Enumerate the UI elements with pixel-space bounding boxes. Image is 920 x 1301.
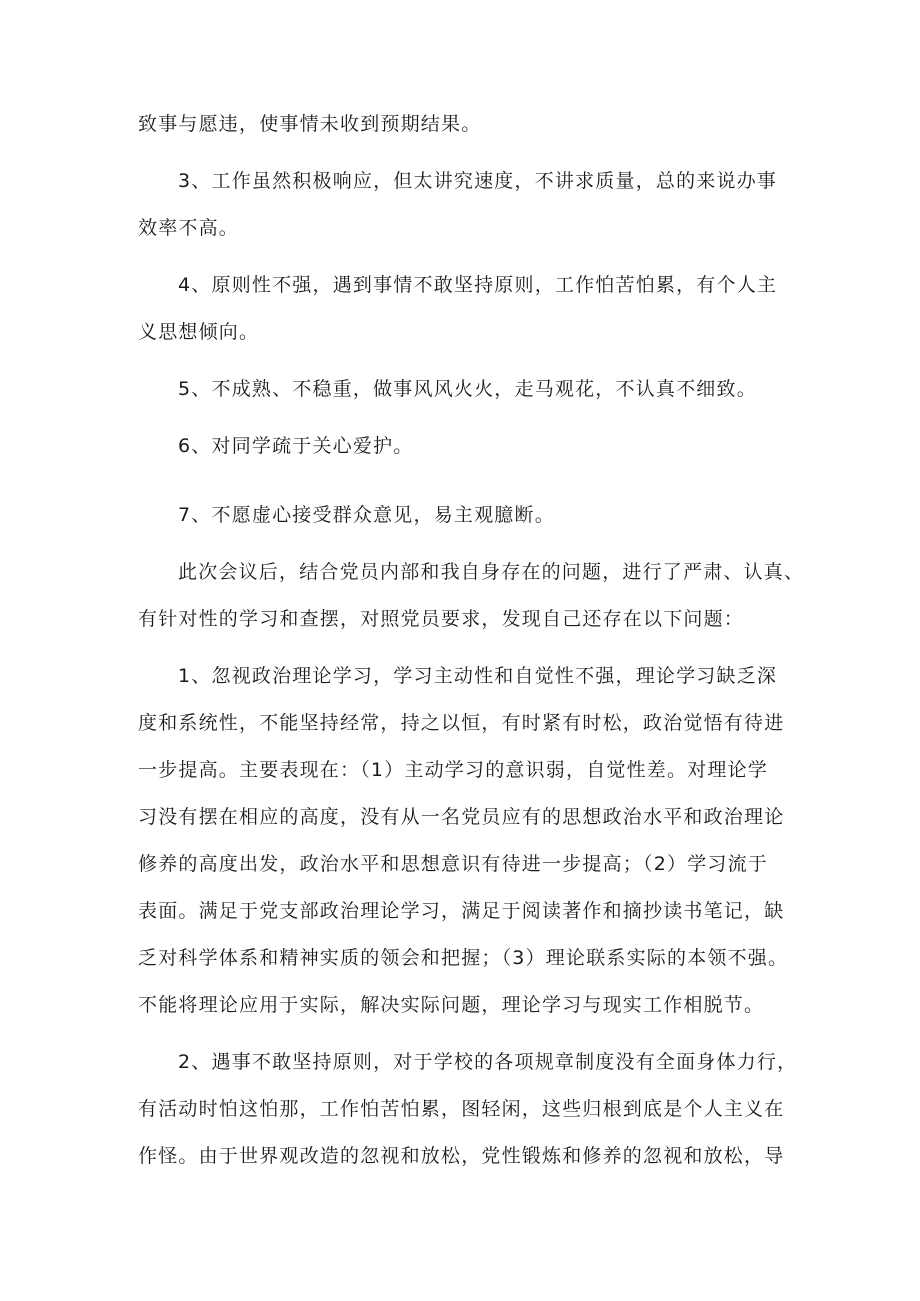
- text-line: 作怪。由于世界观改造的忽视和放松，党性锻炼和修养的忽视和放松，导: [138, 1145, 785, 1167]
- text-line: 义思想倾向。: [138, 321, 260, 343]
- text-line: 不能将理论应用于实际，解决实际问题，理论学习与现实工作相脱节。: [138, 994, 765, 1016]
- list-item-7: 7、不愿虚心接受群众意见，易主观臆断。: [178, 504, 555, 526]
- text-line: 有活动时怕这怕那，工作怕苦怕累，图轻闲，这些归根到底是个人主义在: [138, 1098, 785, 1120]
- text-line: 表面。满足于党支部政治理论学习，满足于阅读著作和摘抄读书笔记，缺: [138, 900, 785, 922]
- text-line: 修养的高度出发，政治水平和思想意识有待进一步提高；（2）学习流于: [138, 853, 768, 875]
- text-line: 习没有摆在相应的高度，没有从一名党员应有的思想政治水平和政治理论: [138, 806, 785, 828]
- problem-item-2: 2、遇事不敢坚持原则，对于学校的各项规章制度没有全面身体力行，: [178, 1051, 798, 1073]
- list-item-5: 5、不成熟、不稳重，做事风风火火，走马观花，不认真不细致。: [178, 378, 757, 400]
- text-line: 有针对性的学习和查摆，对照党员要求，发现自己还存在以下问题：: [138, 608, 745, 630]
- text-line: 效率不高。: [138, 217, 240, 239]
- paragraph-intro: 此次会议后，结合党员内部和我自身存在的问题，进行了严肃、认真、: [178, 561, 805, 583]
- list-item-3: 3、工作虽然积极响应，但太讲究速度，不讲求质量，总的来说办事: [178, 170, 778, 192]
- list-item-6: 6、对同学疏于关心爱护。: [178, 435, 414, 457]
- list-item-4: 4、原则性不强，遇到事情不敢坚持原则，工作怕苦怕累，有个人主: [178, 274, 778, 296]
- document-body: [138, 112, 805, 1168]
- text-line: 致事与愿违，使事情未收到预期结果。: [138, 113, 482, 135]
- problem-item-1: 1、忽视政治理论学习，学习主动性和自觉性不强，理论学习缺乏深: [178, 665, 778, 687]
- text-line: 乏对科学体系和精神实质的领会和把握；（3）理论联系实际的本领不强。: [138, 947, 789, 969]
- text-line: 一步提高。主要表现在：（1）主动学习的意识弱，自觉性差。对理论学: [138, 759, 768, 781]
- text-line: 度和系统性，不能坚持经常，持之以恒，有时紧有时松，政治觉悟有待进: [138, 712, 785, 734]
